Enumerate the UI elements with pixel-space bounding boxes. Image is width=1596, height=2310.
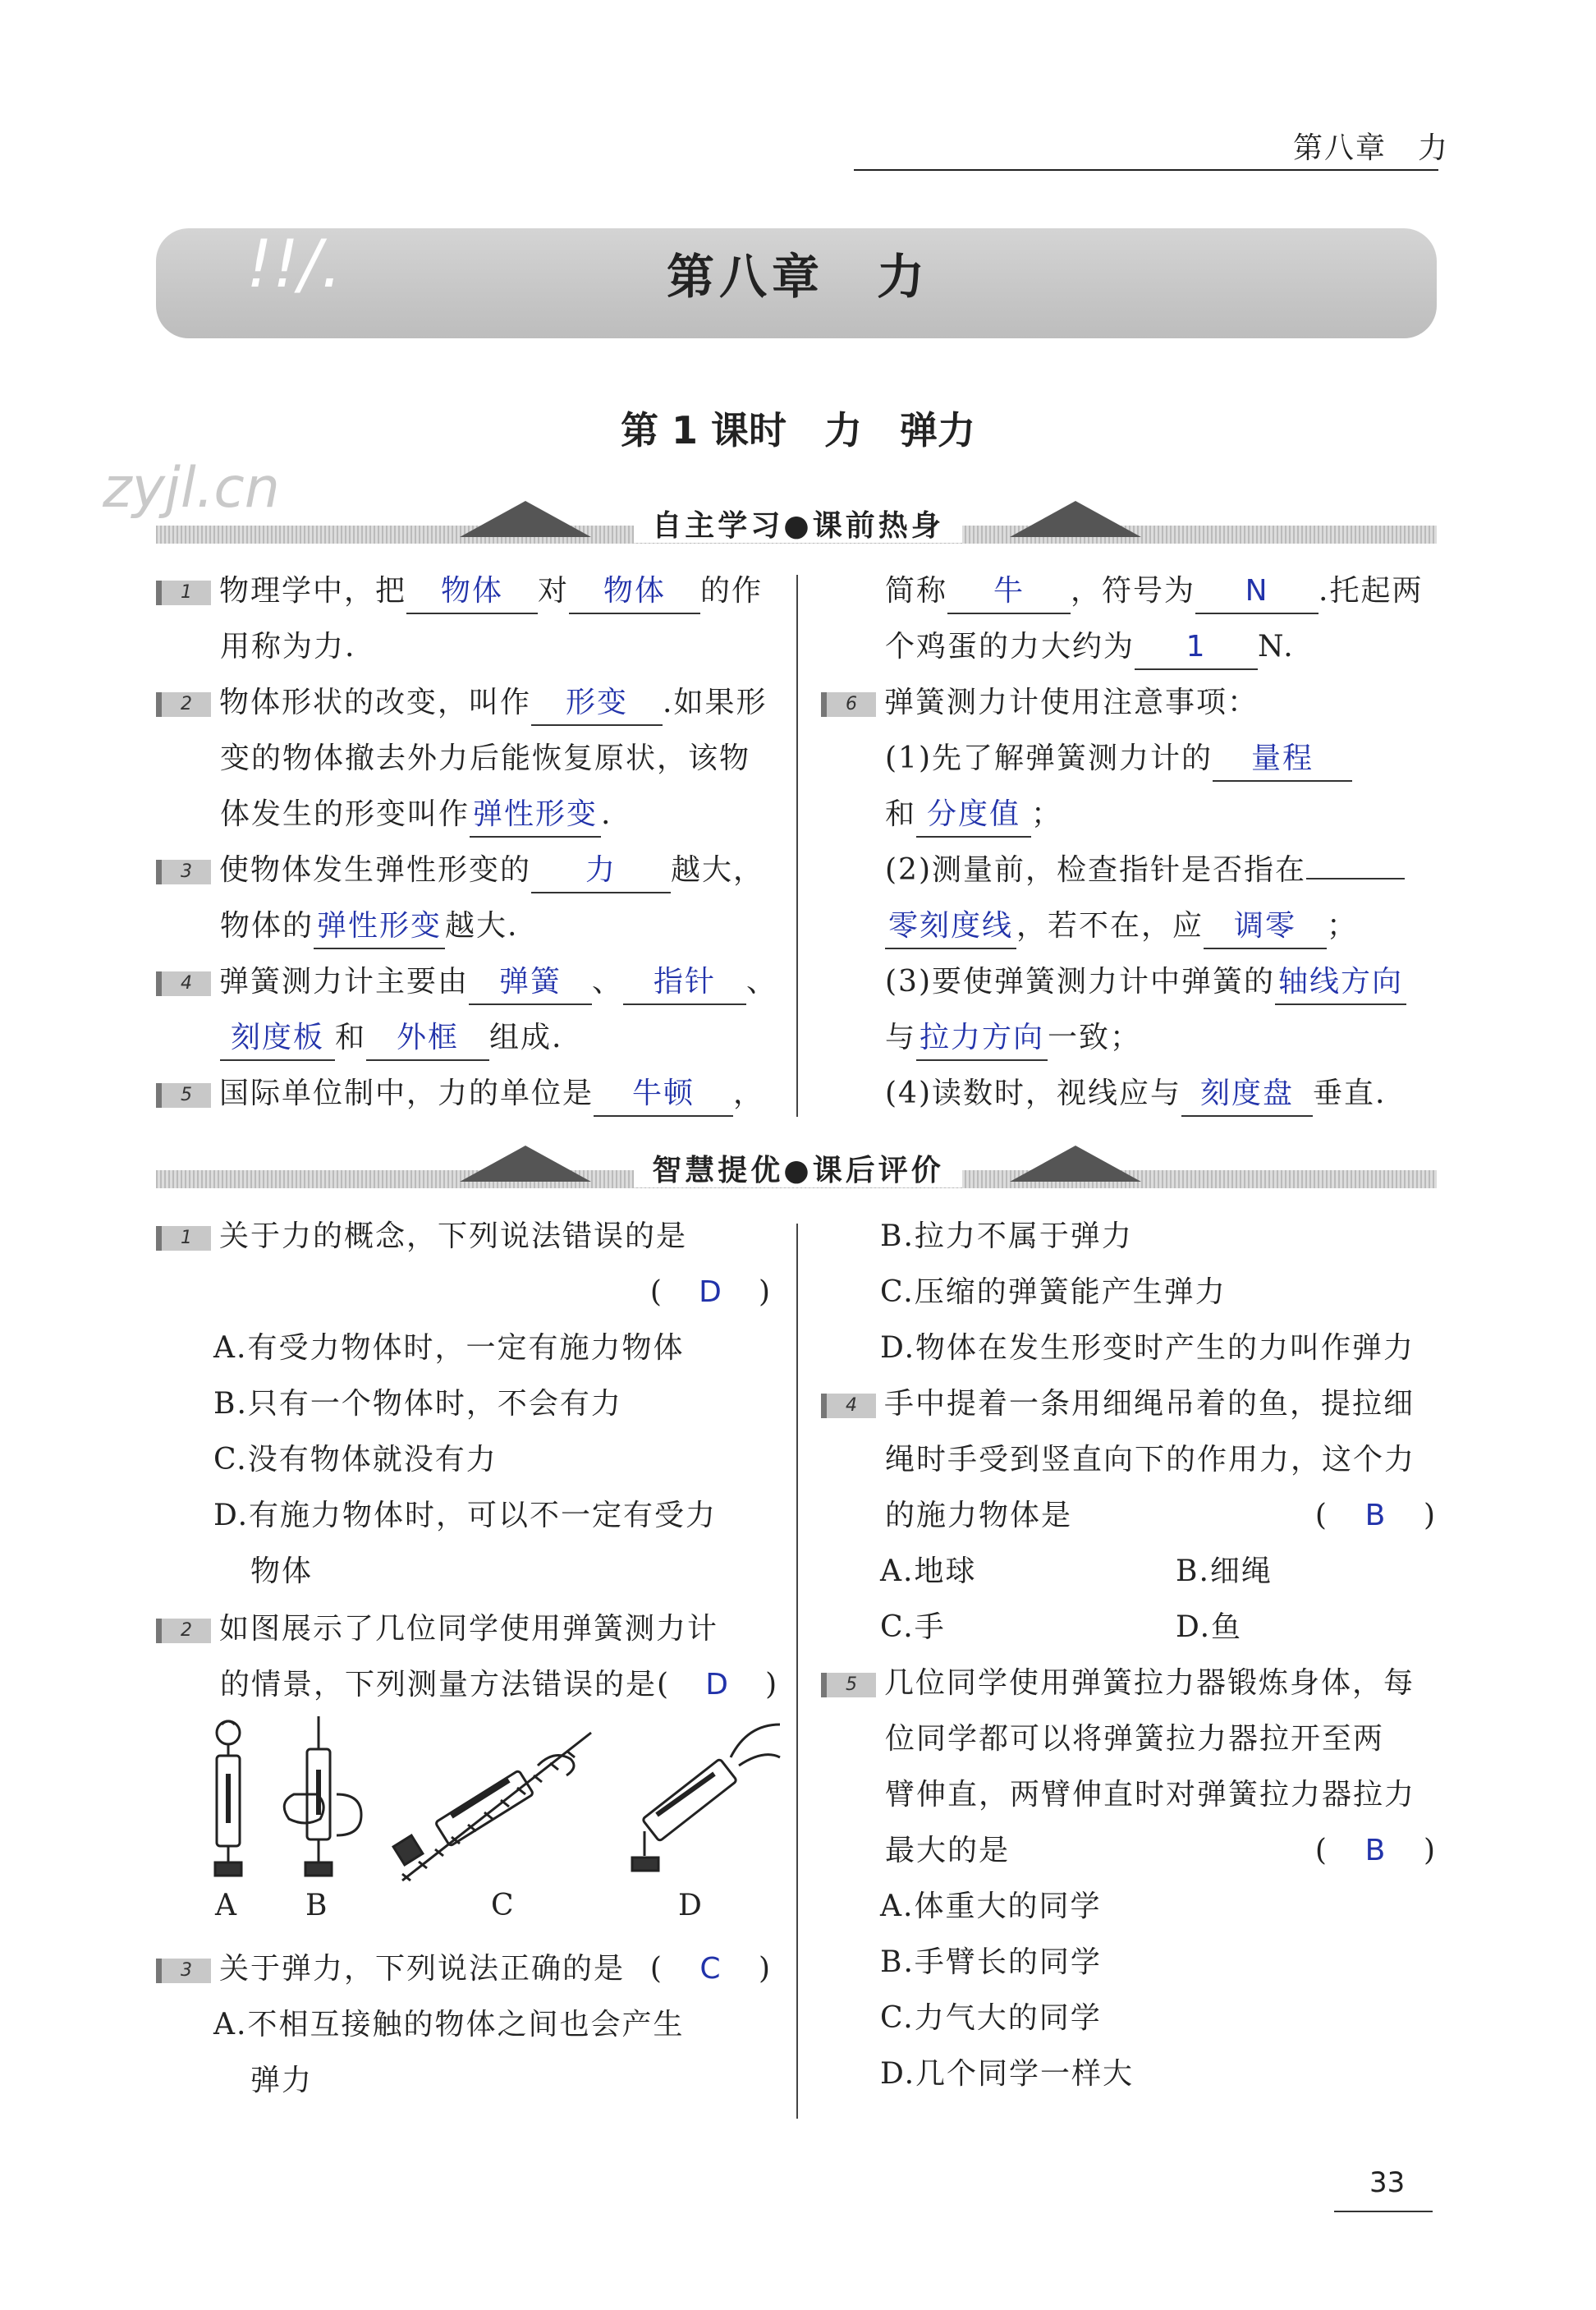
watermark: zyjl.cn [103,456,280,521]
running-header: 第八章 力 [1293,131,1450,165]
chapter-title: 第八章 力 [666,249,929,305]
spring-scale-figure [197,1716,788,1889]
answer-blank: 1 [1135,626,1258,670]
post-question-3-cont: B.拉力不属于弹力 C.压缩的弹簧能产生弹力 D.物体在发生形变时产生的力叫作弹力 [880,1219,1415,1365]
lesson-title: 第 1 课时 力 弹力 [620,408,976,452]
question-number: 4 [821,1394,876,1418]
answer-blank: 零刻度线 [885,905,1016,949]
question-number: 4 [156,971,211,996]
figure-label-b: B [305,1889,328,1922]
answer-blank: 物体 [406,570,538,614]
pre-question-1: 1 物理学中，把 物体 对 物体 的作 用称为力. [156,563,780,675]
pre-question-2: 2 物体形状的改变，叫作 形变 .如果形 变的物体撤去外力后能恢复原状，该物 体发生的形变叫作 弹性形变 . [156,675,780,843]
post-question-2: 2 如图展示了几位同学使用弹簧测力计 的情景，下列测量方法错误的是( D ) [156,1601,780,1713]
answer-blank: 弹簧 [469,961,592,1005]
pre-question-4: 4 弹簧测力计主要由 弹簧 、 指针 、 刻度板 和 外框 组成. [156,954,780,1066]
answer-blank: 调零 [1204,905,1327,949]
question-number: 6 [821,692,876,717]
question-number: 3 [156,860,211,884]
answer-blank: 量程 [1213,737,1352,782]
header-rule [854,169,1438,171]
figure-label-c: C [491,1889,514,1922]
answer-blank: 拉力方向 [916,1017,1048,1061]
pre-question-5-cont: 简称 牛 ，符号为 N .托起两 个鸡蛋的力大约为 1 N. [821,563,1445,675]
answer-choice: B [1364,1499,1387,1532]
question-number: 1 [156,1226,211,1251]
pre-question-3: 3 使物体发生弹性形变的 力 越大， 物体的 弹性形变 越大. [156,843,780,954]
answer-blank: 牛 [947,570,1071,614]
answer-blank: 形变 [531,682,663,726]
question-number: 2 [156,1619,211,1643]
answer-choice: D [705,1668,730,1702]
post-question-3: 3 关于弹力，下列说法正确的是 ( C ) A.不相互接触的物体之间也会产生 弹力 [156,1941,780,2109]
answer-blank: 刻度盘 [1181,1072,1313,1117]
answer-choice: D [699,1275,723,1309]
answer-blank: 外框 [366,1017,489,1061]
post-question-5: 5 几位同学使用弹簧拉力器锻炼身体，每 位同学都可以将弹簧拉力器拉开至两 臂伸直，两臂伸直时对弹簧拉力器拉力 最大的是 ( B ) A.体重大的同学 B.手臂长的同学 C.力气大的同学 D.几个同学一样大 [821,1656,1445,2102]
answer-choice: C [699,1952,722,1986]
section-title-pre: 自主学习●课前热身 [0,503,1596,544]
answer-blank: 弹性形变 [314,905,445,949]
figure-label-a: A [215,1889,236,1922]
scale-b-icon [284,1716,361,1876]
question-number: 3 [156,1959,211,1983]
answer-blank: 刻度板 [220,1017,335,1061]
question-number: 5 [156,1083,211,1108]
answer-choice: B [1364,1834,1387,1867]
page-number-rule [1334,2211,1433,2212]
answer-blank: 牛顿 [594,1072,733,1117]
pre-question-5: 5 国际单位制中，力的单位是 牛顿 ， [156,1066,780,1122]
scale-c-icon [393,1733,591,1881]
page-number: 33 [1369,2166,1406,2199]
question-number: 5 [821,1673,876,1697]
scale-a-icon [215,1721,241,1876]
answer-blank: N [1195,570,1319,614]
post-question-1: 1 关于力的概念，下列说法错误的是 ( D ) A.有受力物体时，一定有施力物体 B.只有一个物体时，不会有力 C.没有物体就没有力 D.有施力物体时，可以不一定有受力 物体 [156,1209,780,1600]
answer-blank: 弹性形变 [470,793,601,838]
answer-blank: 指针 [623,961,746,1005]
column-divider [796,1224,798,2119]
section-title-post: 智慧提优●课后评价 [0,1147,1596,1189]
answer-blank: 分度值 [916,793,1031,838]
question-number: 1 [156,581,211,605]
banner-decoration-icon: !!/. [246,226,342,302]
post-question-4: 4 手中提着一条用细绳吊着的鱼，提拉细 绳时手受到竖直向下的作用力，这个力 的施力物体是 ( B ) A.地球 B.细绳 C.手 D.鱼 [821,1376,1445,1656]
column-divider [796,575,798,1117]
scale-d-icon [632,1724,780,1871]
pre-question-6: 6 弹簧测力计使用注意事项： (1)先了解弹簧测力计的 量程 和 分度值 ； (2)测量前，检查指针是否指在 零刻度线 ，若不在，应 调零 ； (3)要使弹簧测力计中弹簧的 轴线方向 与 拉力方向 一致； (4)读数时，视线应与 刻度盘 垂直. [821,675,1445,1122]
answer-blank: 力 [531,849,671,893]
answer-blank: 物体 [569,570,700,614]
question-number: 2 [156,692,211,717]
answer-blank: 轴线方向 [1275,961,1406,1005]
figure-label-d: D [678,1889,702,1922]
